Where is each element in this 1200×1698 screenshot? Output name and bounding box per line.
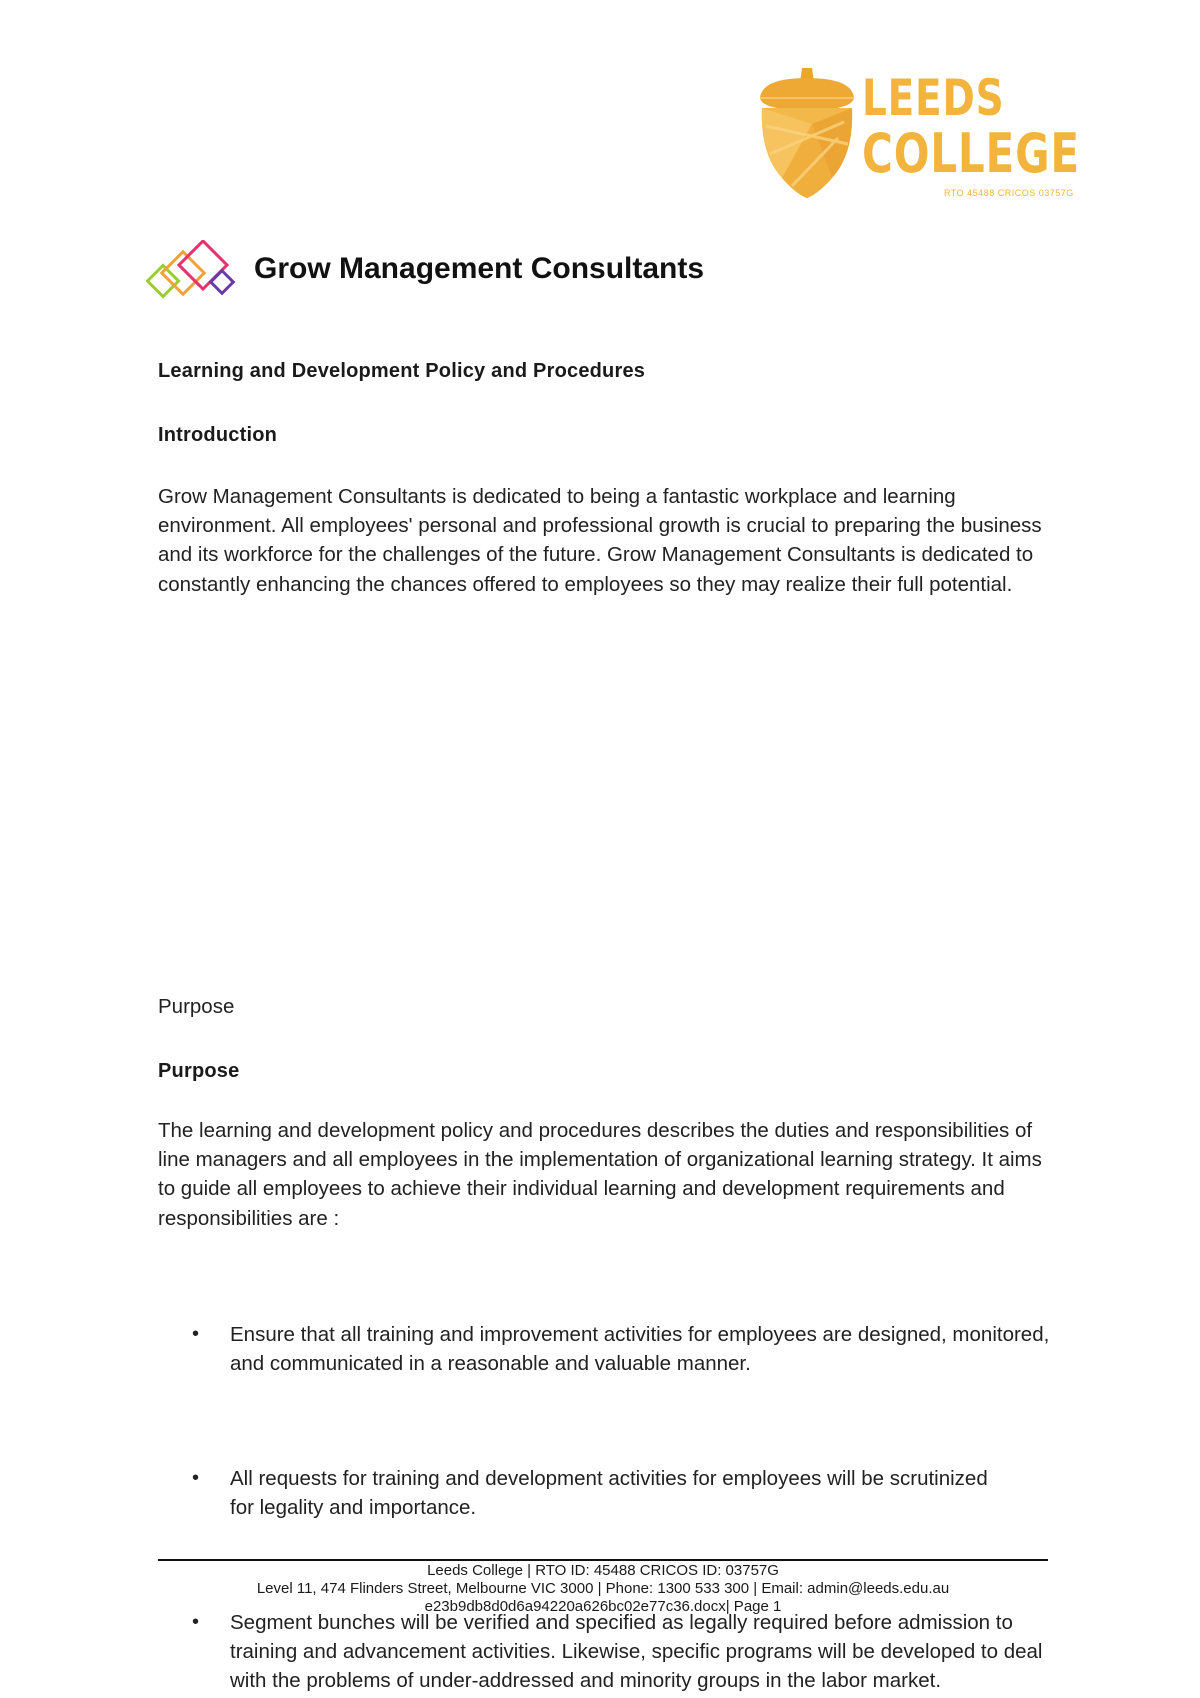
college-registration: RTO 45488 CRICOS 03757G xyxy=(944,188,1074,198)
list-item: All requests for training and development activities for employees will be scrutinized for legality and importance. xyxy=(230,1467,988,1520)
list-item: Segment bunches will be verified and specified as legally required before admission to training and advancement activities. Likewise, specific programs will be developed to deal with the problems of under-addressed and minority groups in the labor market. xyxy=(230,1611,1043,1693)
footer-line2: Level 11, 474 Flinders Street, Melbourne VIC 3000 | Phone: 1300 533 300 | Email: admin@leeds.edu.au xyxy=(256,1580,950,1597)
purpose-paragraph: The learning and development policy and procedures describes the duties and responsibilities of line managers and all employees in the implementation of organizational learning strategy. It aims to guide all employees to achieve their individual learning and development requirements and responsibilities are : xyxy=(158,1119,1042,1230)
company-name: Grow Management Consultants xyxy=(254,252,705,285)
company-header xyxy=(146,240,846,312)
footer-divider xyxy=(158,1559,1048,1561)
bullet-marker: • xyxy=(192,1467,200,1489)
document-title: Learning and Development Policy and Procedures xyxy=(158,360,646,382)
introduction-heading: Introduction xyxy=(158,424,278,446)
list-item: Ensure that all training and improvement activities for employees are designed, monitored, and communicated in a reasonable and valuable manner. xyxy=(230,1323,1050,1376)
overlapping-squares-icon xyxy=(146,240,246,312)
introduction-paragraph: Grow Management Consultants is dedicated to being a fantastic workplace and learning environment. All employees' personal and professional growth is crucial to preparing the business and its workforce for the challenges of the future. Grow Management Consultants is dedicated to constantly enhancing the chances offered to employees so they may realize their full potential. xyxy=(158,485,1042,596)
purpose-heading: Purpose xyxy=(158,1060,240,1082)
page-footer xyxy=(158,1562,1048,1616)
purpose-label: Purpose xyxy=(158,995,235,1018)
bullet-marker: • xyxy=(192,1611,200,1633)
college-name-line1: LEEDS xyxy=(862,69,1005,127)
footer-line3: e23b9db8d0d6a94220a626bc02e77c36.docx| Page 1 xyxy=(424,1598,782,1615)
bullet-marker: • xyxy=(192,1323,200,1345)
footer-line1: Leeds College | RTO ID: 45488 CRICOS ID: 03757G xyxy=(427,1562,779,1579)
college-logo xyxy=(752,64,1080,204)
acorn-icon xyxy=(752,64,862,204)
college-name-line2: COLLEGE xyxy=(862,122,1080,185)
